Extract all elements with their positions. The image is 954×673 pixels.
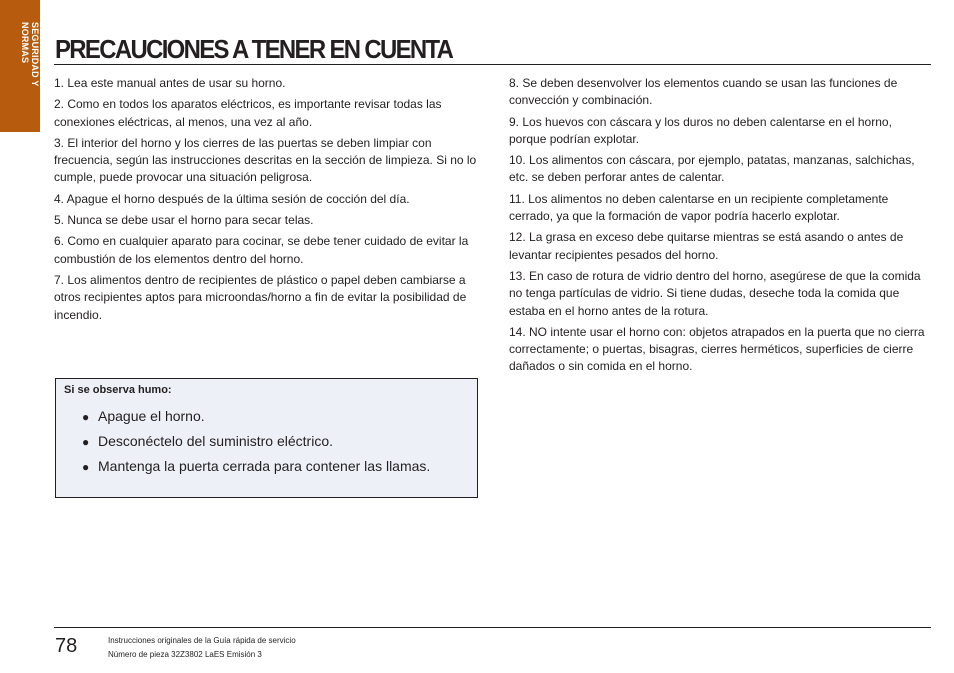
right-column [509, 75, 932, 380]
section-tab [0, 0, 40, 132]
precaution-item: 8. Se deben desenvolver los elementos cuando se usan las funciones de convección y combinación. [509, 76, 898, 108]
precaution-item: 2. Como en todos los aparatos eléctricos, es importante revisar todas las conexiones eléctricas, al menos, una vez al año. [54, 97, 442, 129]
precaution-item: 14. NO intente usar el horno con: objetos atrapados en la puerta que no cierra correctamente; o puertas, bisagras, cierres herméticos, superficies de cierre dañados o sin comida en el horno. [509, 324, 925, 374]
precaution-item: 9. Los huevos con cáscara y los duros no deben calentarse en el horno, porque podrían explotar. [509, 114, 892, 146]
footer-part-number: Número de pieza 32Z3802 LaES Emisión 3 [108, 650, 262, 659]
footer-doc-title: Instrucciones originales de la Guía rápida de servicio [108, 636, 296, 645]
notice-list [82, 404, 430, 479]
page-title: PRECAUCIONES A TENER EN CUENTA [55, 34, 453, 64]
bullet-icon: ● [82, 460, 90, 474]
precaution-item: 10. Los alimentos con cáscara, por ejemplo, patatas, manzanas, salchichas, etc. se deben perforar antes de calentar. [509, 153, 915, 185]
list-item [82, 454, 430, 479]
notice-bullet-text: Desconéctelo del suministro eléctrico. [98, 433, 333, 449]
precaution-item: 4. Apague el horno después de la última sesión de cocción del día. [54, 191, 410, 206]
smoke-notice-box [55, 378, 478, 498]
bullet-icon: ● [82, 410, 90, 424]
list-item [82, 429, 430, 454]
left-column [54, 75, 478, 328]
title-divider [54, 64, 931, 65]
precaution-item: 5. Nunca se debe usar el horno para secar telas. [54, 213, 314, 228]
page-number: 78 [55, 635, 78, 657]
footer-divider [54, 627, 931, 628]
precaution-item: 3. El interior del horno y los cierres de las puertas se deben limpiar con frecuencia, según las instrucciones descritas en la sección de limpieza. Si no lo cumple, puede provocar una situación peligrosa. [54, 135, 477, 185]
notice-bullet-text: Apague el horno. [98, 408, 205, 424]
bullet-icon: ● [82, 435, 90, 449]
precaution-item: 6. Como en cualquier aparato para cocinar, se debe tener cuidado de evitar la combustión de los elementos dentro del horno. [54, 234, 469, 266]
precaution-item: 7. Los alimentos dentro de recipientes de plástico o papel deben cambiarse a otros recipientes aptos para microondas/horno a fin de evitar la posibilidad de incendio. [54, 272, 467, 322]
precaution-item: 12. La grasa en exceso debe quitarse mientras se está asando o antes de levantar recipientes pesados del horno. [509, 230, 904, 262]
notice-bullet-text: Mantenga la puerta cerrada para contener las llamas. [98, 458, 431, 474]
precaution-item: 1. Lea este manual antes de usar su horno. [54, 76, 286, 90]
section-tab-label: SEGURIDAD Y NORMAS [20, 22, 40, 87]
list-item [82, 404, 430, 429]
precaution-item: 13. En caso de rotura de vidrio dentro del horno, asegúrese de que la comida no tenga partículas de vidrio. Si tiene dudas, deseche toda la comida que estaba en el horno antes de la rotura. [509, 268, 921, 318]
precaution-item: 11. Los alimentos no deben calentarse en un recipiente completamente cerrado, ya que la formación de vapor podría hacerlo explotar. [509, 191, 889, 224]
notice-title: Si se observa humo: [64, 384, 172, 396]
